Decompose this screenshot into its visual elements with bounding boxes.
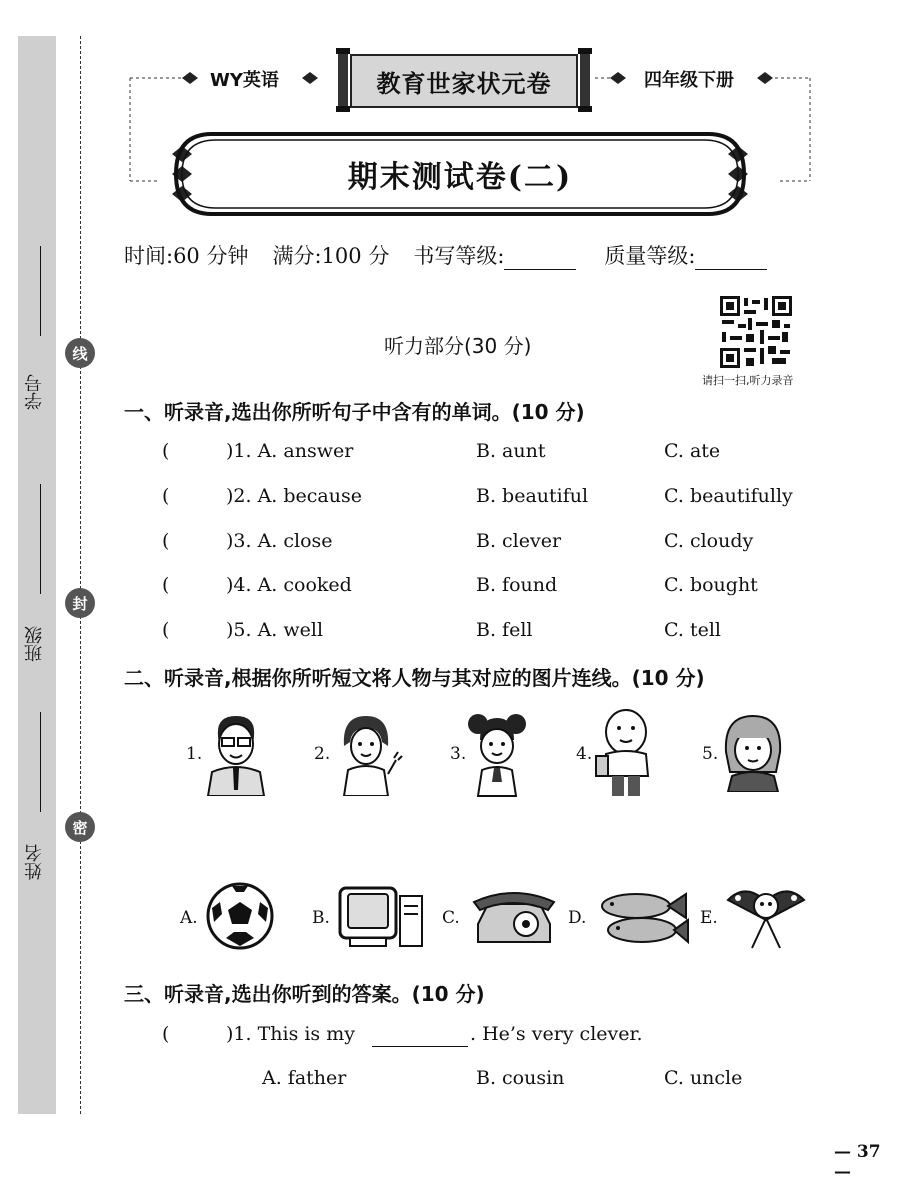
- qr-caption: 请扫一扫,听力录音: [702, 374, 794, 387]
- person-2-label: 2.: [314, 744, 331, 764]
- quality-grade-blank[interactable]: [695, 269, 767, 270]
- s1-q1-option-a: )1. A. answer: [226, 440, 354, 462]
- s3-q1-option-a: A. father: [262, 1067, 347, 1089]
- binding-strip: [18, 36, 56, 1114]
- s1-q2-option-c: C. beautifully: [664, 485, 793, 507]
- series-banner: [336, 48, 592, 112]
- page-number: — 37 —: [834, 1142, 881, 1182]
- name-line: [40, 712, 41, 812]
- grade-label: 四年级下册: [644, 70, 734, 91]
- student-no-line: [40, 246, 41, 336]
- s1-q3-option-a: )3. A. close: [226, 530, 333, 552]
- soccer-ball-image[interactable]: [204, 880, 276, 952]
- s1-q2-paren[interactable]: (: [162, 485, 170, 507]
- s1-q5-paren[interactable]: (: [162, 619, 170, 641]
- writing-grade-label: 书写等级:: [413, 244, 505, 268]
- s3-q1-paren[interactable]: (: [162, 1023, 170, 1045]
- s3-q1-option-b: B. cousin: [476, 1067, 565, 1089]
- s1-q5-option-c: C. tell: [664, 619, 721, 641]
- s1-q3-option-b: B. clever: [476, 530, 562, 552]
- qr-code[interactable]: [720, 296, 792, 368]
- object-d-label: D.: [568, 908, 587, 928]
- full-score-info: 满分:100 分: [272, 244, 390, 268]
- s1-q5-option-b: B. fell: [476, 619, 533, 641]
- person-1-label: 1.: [186, 744, 203, 764]
- object-e-label: E.: [700, 908, 718, 928]
- person-2-image[interactable]: [332, 712, 406, 796]
- cut-line: [80, 36, 81, 1114]
- object-c-label: C.: [442, 908, 460, 928]
- s1-q4-option-a: )4. A. cooked: [226, 574, 352, 596]
- section3-heading: 三、听录音,选出你听到的答案。(10 分): [124, 982, 485, 1006]
- time-info: 时间:60 分钟: [124, 244, 249, 268]
- student-no-label: 学号: [24, 374, 45, 410]
- person-1-image[interactable]: [202, 710, 270, 796]
- s3-q1-answer-blank[interactable]: [372, 1046, 468, 1047]
- class-line: [40, 484, 41, 594]
- person-5-image[interactable]: [718, 712, 788, 792]
- s3-q1-option-c: C. uncle: [664, 1067, 743, 1089]
- s1-q4-option-c: C. bought: [664, 574, 758, 596]
- s1-q2-option-a: )2. A. because: [226, 485, 362, 507]
- kite-image[interactable]: [724, 880, 808, 952]
- object-a-label: A.: [180, 908, 198, 928]
- s1-q5-option-a: )5. A. well: [226, 619, 324, 641]
- s3-q1-text-before: )1. This is my: [226, 1023, 355, 1045]
- exam-title: 期末测试卷(二): [347, 160, 573, 195]
- person-3-label: 3.: [450, 744, 467, 764]
- section1-heading: 一、听录音,选出你所听句子中含有的单词。(10 分): [124, 400, 585, 424]
- s1-q4-paren[interactable]: (: [162, 574, 170, 596]
- person-5-label: 5.: [702, 744, 719, 764]
- exam-title-box: [172, 130, 748, 218]
- person-3-image[interactable]: [464, 710, 530, 798]
- seal-seal-badge: 封: [65, 588, 95, 618]
- object-b-label: B.: [312, 908, 330, 928]
- quality-grade-label: 质量等级:: [604, 244, 696, 268]
- person-4-label: 4.: [576, 744, 593, 764]
- s1-q1-paren[interactable]: (: [162, 440, 170, 462]
- listening-heading: 听力部分(30 分): [384, 334, 532, 358]
- seal-secret-badge: 密: [65, 812, 95, 842]
- series-title: 教育世家状元卷: [350, 54, 578, 108]
- person-4-image[interactable]: [592, 704, 662, 800]
- s1-q1-option-b: B. aunt: [476, 440, 546, 462]
- s1-q3-option-c: C. cloudy: [664, 530, 754, 552]
- exam-info: [124, 240, 767, 270]
- s1-q1-option-c: C. ate: [664, 440, 721, 462]
- section2-heading: 二、听录音,根据你所听短文将人物与其对应的图片连线。(10 分): [124, 666, 705, 690]
- subject-label: WY英语: [210, 70, 279, 91]
- seal-line-badge: 线: [65, 338, 95, 368]
- s1-q3-paren[interactable]: (: [162, 530, 170, 552]
- writing-grade-blank[interactable]: [504, 269, 576, 270]
- s1-q4-option-b: B. found: [476, 574, 558, 596]
- telephone-image[interactable]: [470, 884, 556, 948]
- name-label: 姓名: [24, 844, 45, 880]
- computer-image[interactable]: [336, 884, 426, 950]
- s1-q2-option-b: B. beautiful: [476, 485, 589, 507]
- class-label: 班级: [24, 626, 45, 662]
- s3-q1-text-after: . He’s very clever.: [470, 1023, 643, 1045]
- fish-image[interactable]: [594, 884, 690, 950]
